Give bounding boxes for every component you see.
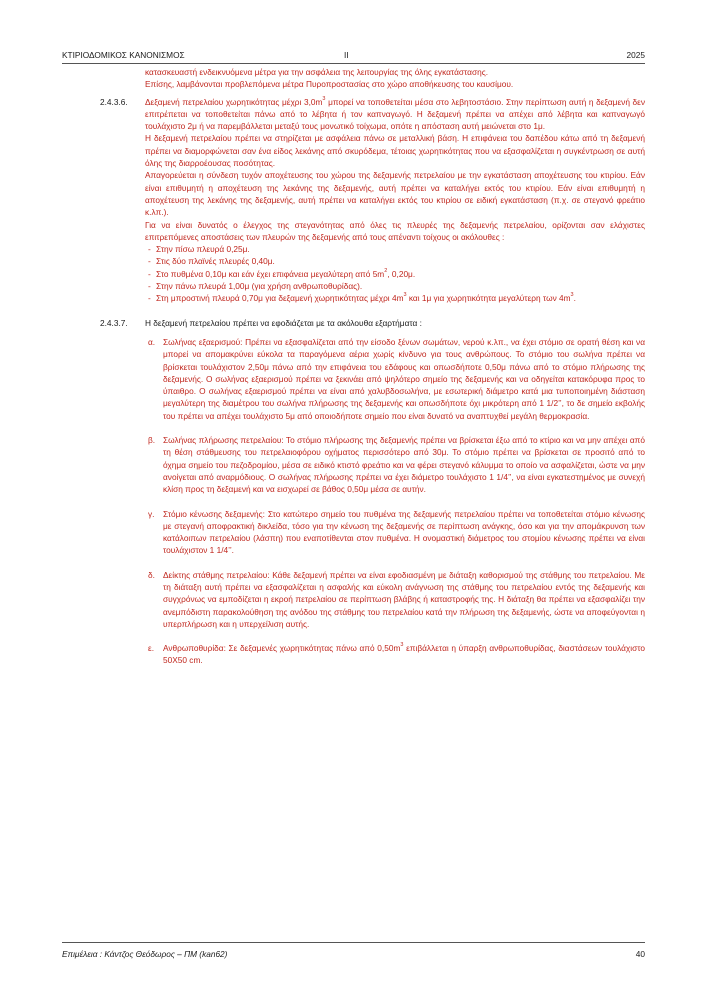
list-item: - Στην πάνω πλευρά 1,00μ (για χρήση ανθρωποθυρίδας). <box>148 281 363 292</box>
section-lead: Η δεξαμενή πετρελαίου πρέπει να εφοδιάζεται με τα ακόλουθα εξαρτήματα : <box>145 317 422 328</box>
list-item: - Στο πυθμένα 0,10μ και εάν έχει επιφάνεια μεγαλύτερη από $5m^2$, 0,20μ. <box>148 267 416 279</box>
paragraph-2: Η δεξαμενή πετρελαίου πρέπει να στηρίζεται με ασφάλεια πάνω σε μεταλλική βάση. Η επιφάνεια του δαπέδου κάτω από τη δεξαμενή πρέπει να διαμορφώνεται σαν ένα είδος λεκάνης από σκυρόδεμα, τέτοιας χωρητικότητας που να εξασφαλίζεται η συγκέντρωση σε αυτή όλης της διαρροέουσας ποσότητας. <box>145 133 645 169</box>
header-volume: ΙΙ <box>344 50 349 60</box>
list-item-beta: β. Σωλήνας πλήρωσης πετρελαίου: Το στόμιο πλήρωσης της δεξαμενής πρέπει να βρίσκεται έξω από το κτίριο και να μην απέχει από τη θέση στάθμευσης του πετρελαιοφόρου οχήματος περισσότερο από 30μ. Το στόμιο πρέπει να βρίσκεται σε προσιτό από το όχημα σημείο του πεζοδρομίου, μέσα σε ειδικό κτιστό φρεάτιο και να φέρει στεγανό κάλυμμα το οποίο να ασφαλίζεται, ώστε να μην ανοίγεται από αναρμόδιους. Ο σωλήνας πλήρωσης πρέπει να έχει διάμετρο τουλάχιστο 1 1/4’’, να είναι εγκατεστημένος με συνεχή κλίση προς τη δεξαμενή και να εισχωρεί σε βάθος 0,50μ μέσα σε αυτήν. <box>148 435 645 495</box>
list-item-epsilon: ε. Ανθρωποθυρίδα: Σε δεξαμενές χωρητικότητας πάνω από $0,50m^3$ επιβάλλεται η ύπαρξη ανθρωποθυρίδας, διαστάσεων τουλάχιστο 50Χ50 cm. <box>148 642 645 666</box>
section-number: 2.4.3.7. <box>100 317 128 328</box>
header-year: 2025 <box>626 50 645 60</box>
intro-line-2: Επίσης, λαμβάνονται προβλεπόμενα μέτρα Πυροπροστασίας στο χώρο αποθήκευσης του καυσίμου. <box>145 79 514 90</box>
section-number: 2.4.3.6. <box>100 96 128 107</box>
page-header <box>62 50 645 64</box>
list-item: - Στη μπροστινή πλευρά 0,70μ για δεξαμενή χωρητικότητας μέχρι $4m^3$ και 1μ για χωρητικότητα μεγαλύτερη των $4m^3$. <box>148 292 576 304</box>
intro-line-1: κατασκευαστή ενδεικνυόμενα μέτρα για την ασφάλεια της λειτουργίας της όλης εγκατάστασης. <box>145 67 488 77</box>
page-footer <box>62 942 645 959</box>
list-item: - Στην πίσω πλευρά 0,25μ. <box>148 244 250 255</box>
header-title: ΚΤΙΡΙΟΔΟΜΙΚΟΣ ΚΑΝΟΝΙΣΜΟΣ <box>62 50 185 60</box>
list-item-alpha: α. Σωλήνας εξαερισμού: Πρέπει να εξασφαλίζεται από την είσοδο ξένων σωμάτων, νερού κ.λπ., να έχει στόμιο σε ορατή θέση και να μπορεί να απομακρύνει εύκολα τα παραγόμενα αέρια χωρίς κίνδυνο για τους ανθρώπους. Το στόμιο του σωλήνα πρέπει να βρίσκεται τουλάχιστον 2,50μ πάνω από την επιφάνεια του εδάφους και οπωσδήποτε 0,50μ πάνω από το στόμιο πλήρωσης της δεξαμενής. Ο σωλήνας εξαερισμού πρέπει να ξεκινάει από ψηλότερο σημείο της δεξαμενής και να οδηγείται κατακόρυφα προς το ύπαιθρο. Ο σωλήνας εξαερισμού πρέπει να είναι από χαλυβδοσωλήνα, με εσωτερική διάμετρο κατά μια τυποποιημένη διάσταση μεγαλύτερη της διαμέτρου του σωλήνα πλήρωσης της δεξαμενής και οπωσδήποτε όχι μικρότερη από 1 1/2’’, το δε σημείο εκβολής του πρέπει να απέχει τουλάχιστο 5μ από οποιοδήποτε σημείο που είναι δυνατό να αναπτυχθεί μεγάλη θερμοκρασία. <box>148 336 645 421</box>
paragraph-1: Δεξαμενή πετρελαίου χωρητικότητας μέχρι $3,0m^3$ μπορεί να τοποθετείται μέσα στο λεβητοστάσιο. Στην περίπτωση αυτή η δεξαμενή δεν επιτρέπεται να τοποθετείται πάνω από το λέβητα ή τον καπναγωγό. Η δεξαμενή πρέπει να απέχει από λέβητα και καπναγωγό τουλάχιστο 2μ ή να παρεμβάλλεται μεταξύ τους μονωτικό τοίχωμα, οπότε η απόσταση αυτή μειώνεται στο 1μ. <box>145 95 645 132</box>
paragraph-4: Για να είναι δυνατός ο έλεγχος της στεγανότητας από όλες τις πλευρές της δεξαμενής πετρελαίου, ορίζονται σαν ελάχιστες επιτρεπόμενες αποστάσεις των πλευρών της δεξαμενής από τους απέναντι τοίχους οι ακόλουθες : <box>145 219 645 242</box>
section-2-4-3-6 <box>62 96 645 244</box>
section-2-4-3-7 <box>62 317 645 329</box>
list-item-gamma: γ. Στόμιο κένωσης δεξαμενής: Στο κατώτερο σημείο του πυθμένα της δεξαμενής πετρελαίου πρέπει να τοποθετείται στόμιο κένωσης με στεγανή αποφρακτική δικλείδα, τόσο για την κένωση της δεξαμενής σε περίπτωση ανάγκης, όσο και για την απομάκρυνση των κατάλοιπων πετρελαίου (λάσπη) που εναποτίθενται στον πυθμένα. Η ονομαστική διάμετρος του στομίου κένωσης πρέπει να είναι τουλάχιστον 1 1/4’’. <box>148 508 645 556</box>
list-item-delta: δ. Δείκτης στάθμης πετρελαίου: Κάθε δεξαμενή πρέπει να είναι εφοδιασμένη με διάταξη καθορισμού της στάθμης του πετρελαίου. Με τη διάταξη αυτή πρέπει να εξασφαλίζεται η ασφαλής και εύκολη ανάγνωση της στάθμης του πετρελαίου εντός της δεξαμενής και συγχρόνως να εμποδίζεται η εκροή πετρελαίου σε περίπτωση βλάβης ή καταστροφής της. Η διάταξη θα πρέπει να εξασφαλίζει την ανεμπόδιστη παρακολούθηση της ανόδου της στάθμης του πετρελαίου κατά την πλήρωση της δεξαμενής, ώστε να αποφεύγονται η υπερπλήρωση και η υπερχείλιση αυτής. <box>148 569 645 629</box>
footer-editor: Επιμέλεια : Κάντζος Θεόδωρος – ΠΜ (kan62) <box>62 949 228 959</box>
page-body <box>62 66 645 667</box>
page-number: 40 <box>635 949 645 959</box>
list-item: - Στις δύο πλαϊνές πλευρές 0,40μ. <box>148 256 275 267</box>
paragraph-3: Απαγορεύεται η σύνδεση τυχόν αποχέτευσης του χώρου της δεξαμενής πετρελαίου με την εγκατάσταση αποχέτευσης του κτιρίου. Εάν είναι επιθυμητή η αποχέτευση της λεκάνης της δεξαμενής, αυτή πρέπει να καταλήγει εκτός του κτιρίου. Εάν είναι επιθυμητή η αποχέτευση της λεκάνης της δεξαμενής, αυτή πρέπει να καταλήγει εκτός του κτιρίου σε ειδική εγκατάσταση (π.χ. σε στεγανό φρεάτιο κ.λπ.). <box>145 170 645 218</box>
